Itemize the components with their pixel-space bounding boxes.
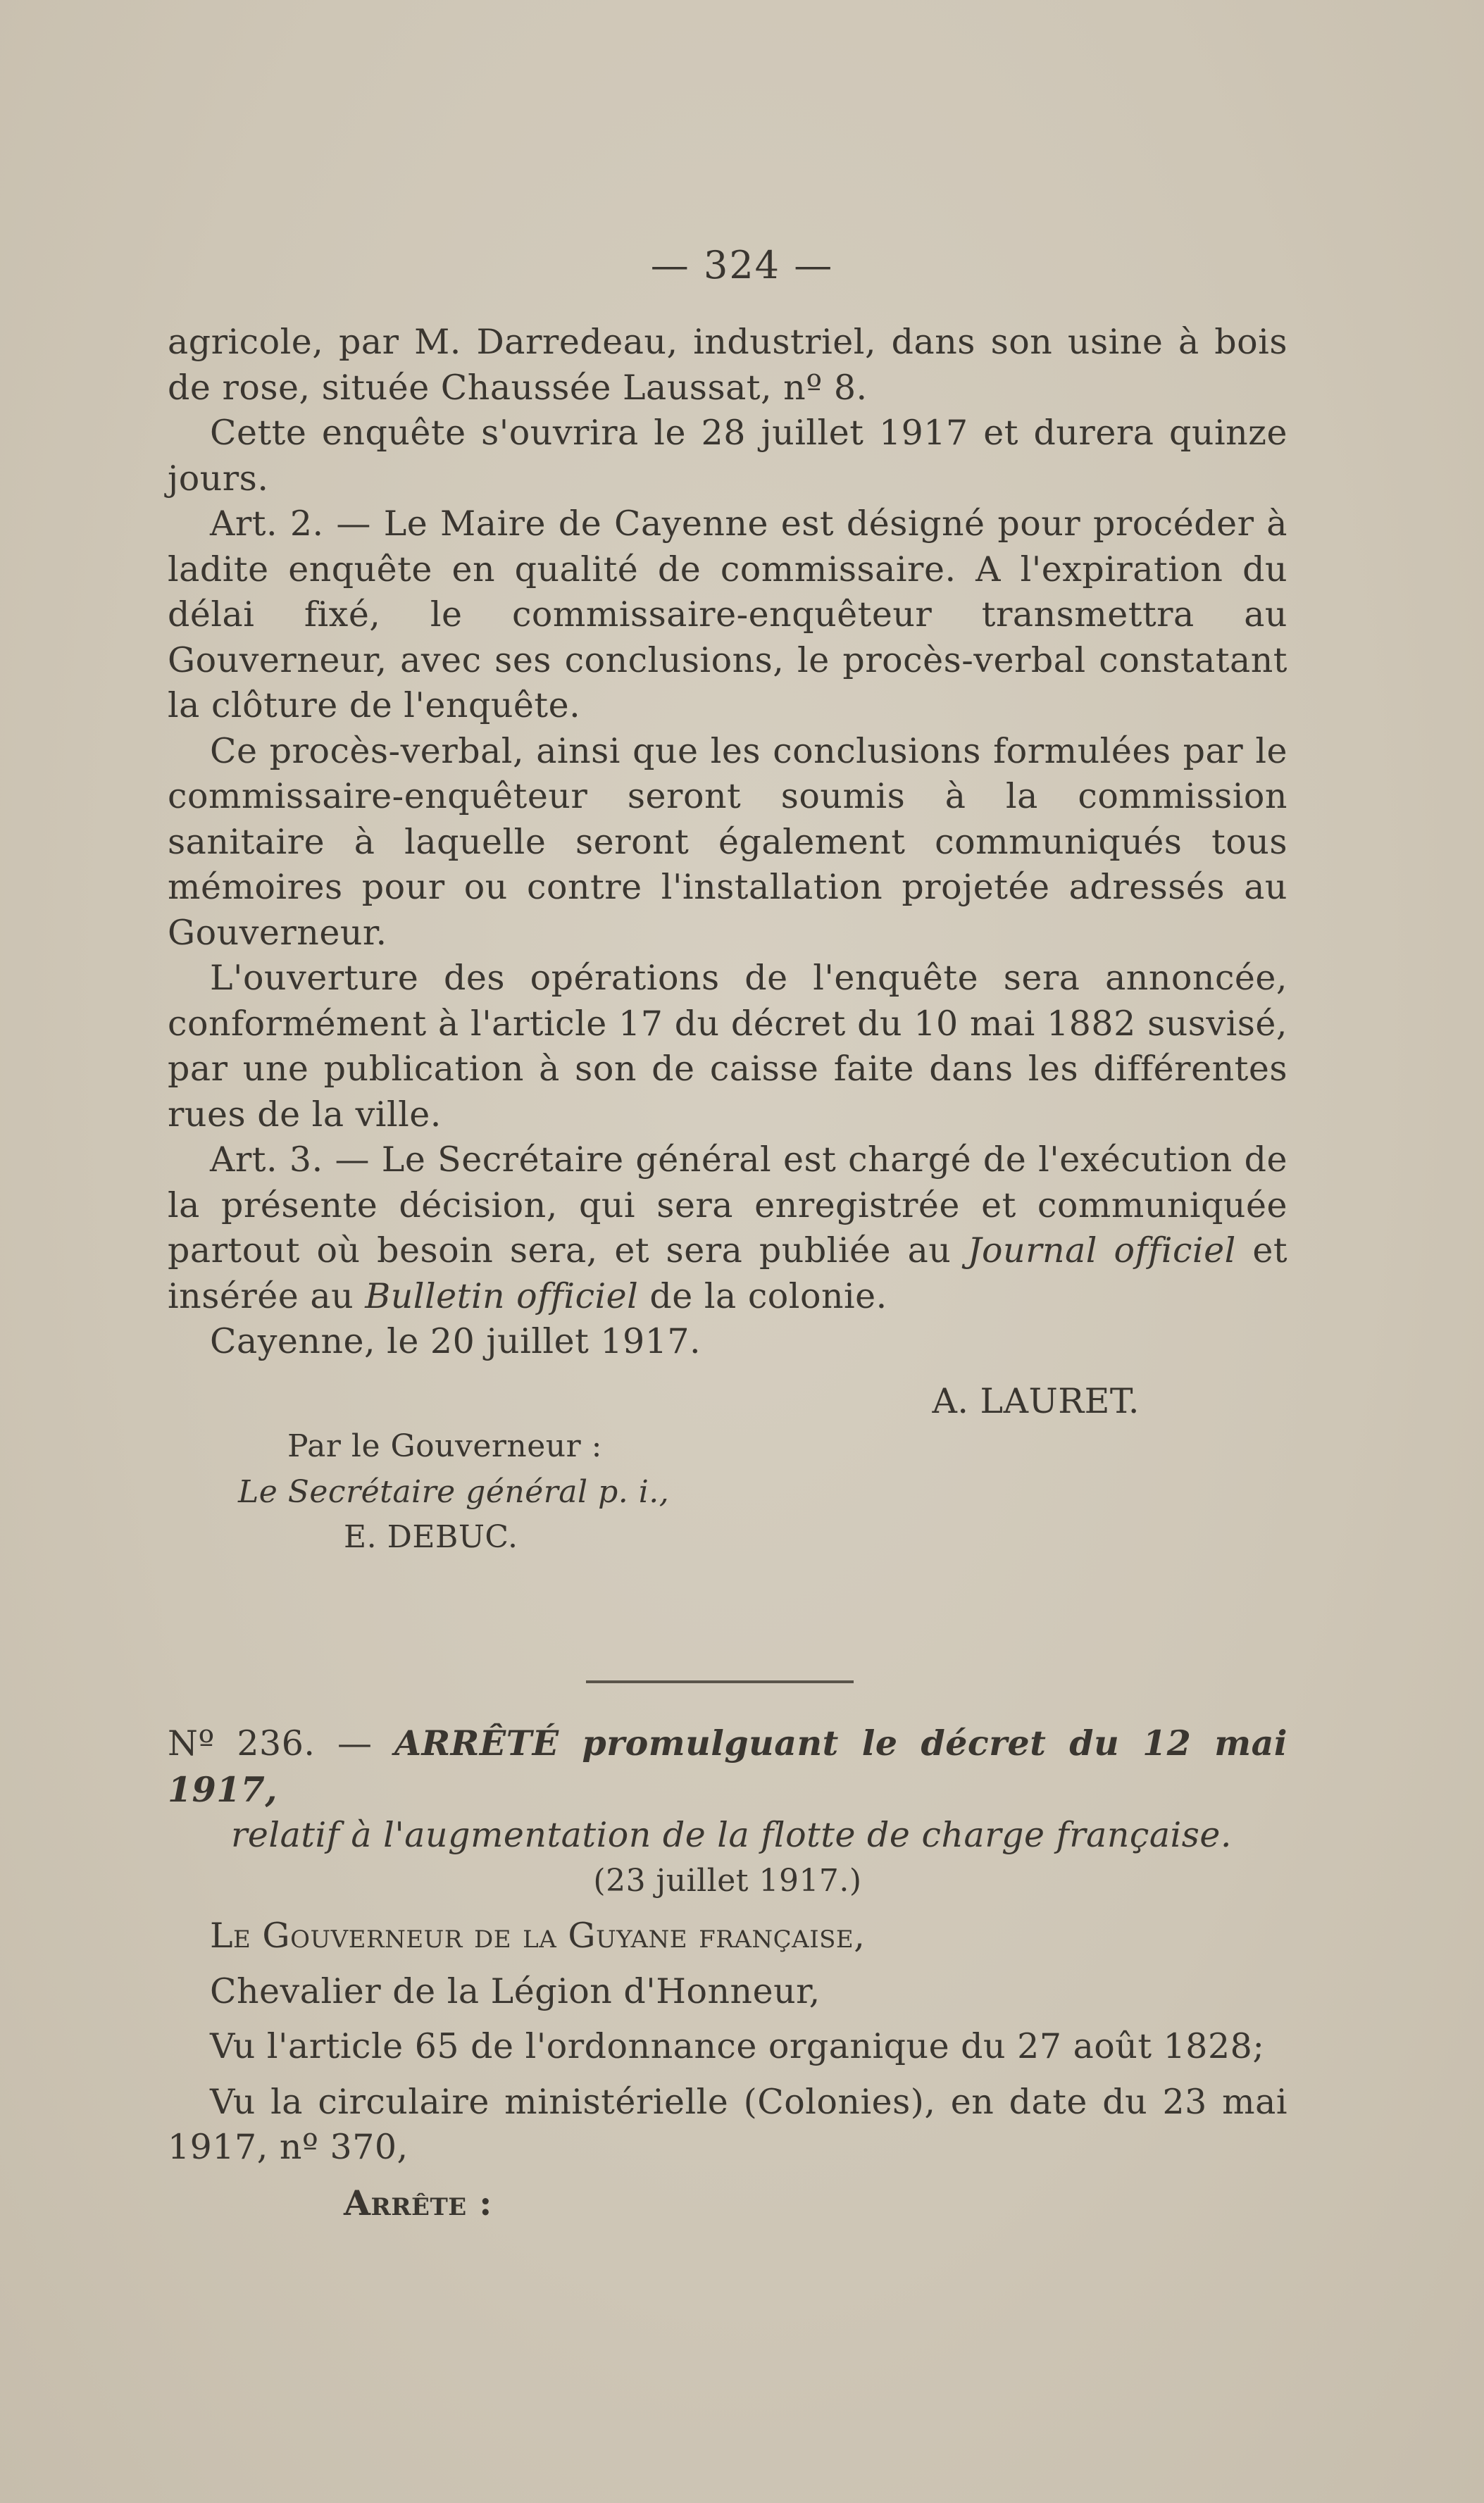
arrete-heading [168,1721,1287,1859]
article-3-paragraph [168,1137,1287,1319]
vu-article-line: Vu l'article 65 de l'ordonnance organique du 27 août 1828; [210,2026,1265,2066]
enquete-dates-paragraph: Cette enquête s'ouvrira le 28 juillet 1917 et durera quinze jours. [168,413,1287,499]
section-divider [586,1680,854,1683]
chevalier-line: Chevalier de la Légion d'Honneur, [210,1971,821,2011]
journal-officiel: Journal officiel [967,1230,1236,1271]
arrete-word: Arrête : [344,2182,492,2223]
par-le-gouverneur: Par le Gouverneur : [287,1428,602,1464]
proces-verbal-paragraph: Ce procès-verbal, ainsi que les conclusions formulées par le commissaire-enquêteur seront soumis à la commission sanitaire à laquelle seront également communiqués tous mémoires pour ou contre l'installation projetée adressés au Gouverneur. [168,730,1287,953]
body-text-upper [168,320,1287,1561]
gouverneur-line: Le Gouverneur de la Guyane française, [210,1916,866,1956]
article-2-paragraph: Art. 2. — Le Maire de Cayenne est désigné pour procéder à ladite enquête en qualité de commissaire. A l'expiration du délai fixé, le commissaire-enquêteur transmettra au Gouverneur, avec ses conclusions, le procès-verbal constatant la clôture de l'enquête. [168,504,1287,725]
article-3-end: de la colonie. [638,1275,887,1316]
article-3-start: Art. 3. — Le Secrétaire général est chargé de l'exécution de la présente décision, qui sera enregistrée et communiquée partout où besoin sera, et sera publiée au [168,1140,1287,1271]
secretaire-general: Le Secrétaire général p. i., [238,1473,670,1510]
page-number: — 324 — [650,243,834,287]
continuation-paragraph: agricole, par M. Darredeau, industriel, dans son usine à bois de rose, située Chaussée Laussat, nº 8. [168,322,1287,408]
date-place: Cayenne, le 20 juillet 1917. [210,1321,702,1361]
secretaire-name: E. DEBUC. [344,1519,518,1555]
arrete-title: ARRÊTÉ promulguant le décret du 12 mai 1917, [168,1723,1287,1810]
article-3-mid: et insérée au [168,1230,1288,1316]
signature-lauret: A. LAURET. [932,1380,1140,1421]
vu-circulaire-line: Vu la circulaire ministérielle (Colonies), en date du 23 mai 1917, nº 370, [168,2081,1287,2167]
arrete-subtitle: relatif à l'augmentation de la flotte de charge française. [231,1815,1232,1855]
arrete-number: Nº 236. — [168,1723,394,1764]
bulletin-officiel: Bulletin officiel [365,1275,639,1316]
ouverture-paragraph: L'ouverture des opérations de l'enquête sera annoncée, conformément à l'article 17 du décret du 10 mai 1882 susvisé, par une publication à son de caisse faite dans les différentes rues de la ville. [168,958,1287,1135]
body-text-lower [168,1721,1287,2226]
arrete-date: (23 juillet 1917.) [593,1862,862,1899]
